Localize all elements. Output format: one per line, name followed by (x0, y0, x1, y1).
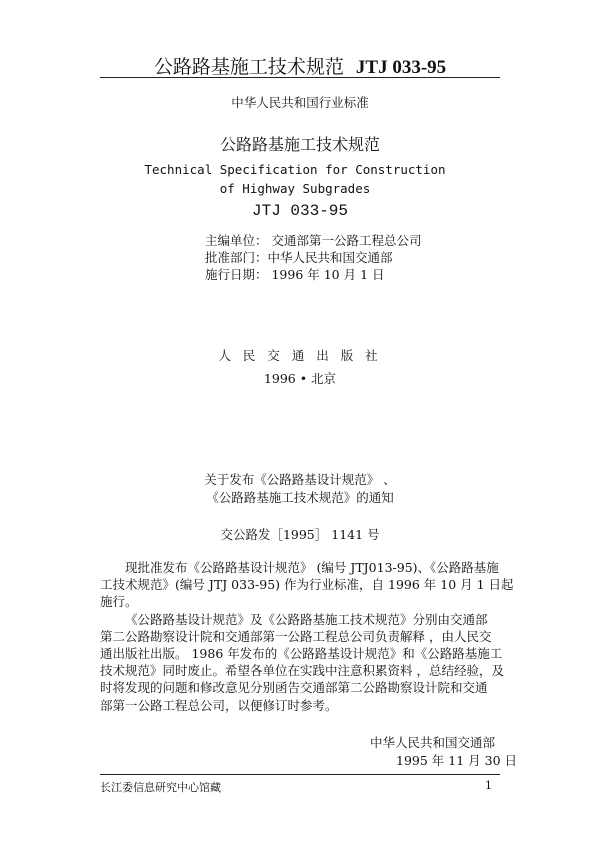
running-code: JTJ 033-95 (355, 57, 447, 78)
effective-date: 施行日期： 1996 年 10 月 1 日 (205, 267, 385, 282)
editor-unit: 主编单位： 交通部第一公路工程总公司 (205, 233, 422, 248)
document-title-en (0, 160, 590, 198)
page-number: 1 (485, 779, 492, 792)
signing-authority: 中华人民共和国交通部 (370, 735, 496, 750)
publication-date: 1996 • 北京 (263, 371, 337, 386)
title-en-line-2: of Highway Subgrades (219, 181, 371, 196)
standard-code: JTJ 033-95 (251, 202, 348, 220)
approval-dept: 批准部门：中华人民共和国交通部 (205, 250, 393, 265)
notice-body-line: 《公路路基设计规范》及《公路路基施工技术规范》分别由交通部 (125, 612, 488, 627)
collection-note: 长江委信息研究中心馆藏 (100, 781, 221, 794)
standard-category: 中华人民共和国行业标准 (231, 95, 369, 110)
notice-body-line: 施行。 (100, 594, 138, 609)
document-title-zh: 公路路基施工技术规范 (219, 135, 380, 154)
notice-body-line: 技术规范》同时废止。希望各单位在实践中注意积累资料 ，总结经验，及 (100, 663, 504, 678)
notice-body-line: 第二公路勘察设计院和交通部第一公路工程总公司负责解释 ，由人民交 (100, 629, 492, 644)
header-rule (100, 77, 500, 78)
notice-body-line: 现批准发布《公路路基设计规范》 (编号 JTJ013-95)、《公路路基施 (125, 560, 499, 575)
notice-body-line: 通出版社出版。 1986 年发布的《公路路基设计规范》和《公路路基施工 (100, 646, 503, 661)
publisher: 人 民 交 通 出 版 社 (218, 348, 382, 363)
notice-doc-number: 交公路发［1995］ 1141 号 (220, 527, 380, 542)
notice-title-line-2: 《公路路基施工技术规范》的通知 (206, 490, 394, 505)
notice-title-line-1: 关于发布《公路路基设计规范》 、 (204, 472, 396, 487)
notice-body-line: 工技术规范》(编号 JTJ 033-95) 作为行业标准，自 1996 年 10 月 1 日起 (100, 577, 514, 592)
notice-body-line: 时将发现的问题和修改意见分别函告交通部第二公路勘察设计院和交通 (100, 680, 488, 695)
running-header (0, 52, 600, 79)
title-en-line-1: Technical Specification for Construction (144, 162, 446, 177)
footer-rule (100, 774, 500, 775)
signing-date: 1995 年 11 月 30 日 (396, 753, 517, 768)
notice-body-line: 部第一公路工程总公司，以便修订时参考。 (100, 698, 338, 713)
running-title: 公路路基施工技术规范 (153, 56, 344, 78)
